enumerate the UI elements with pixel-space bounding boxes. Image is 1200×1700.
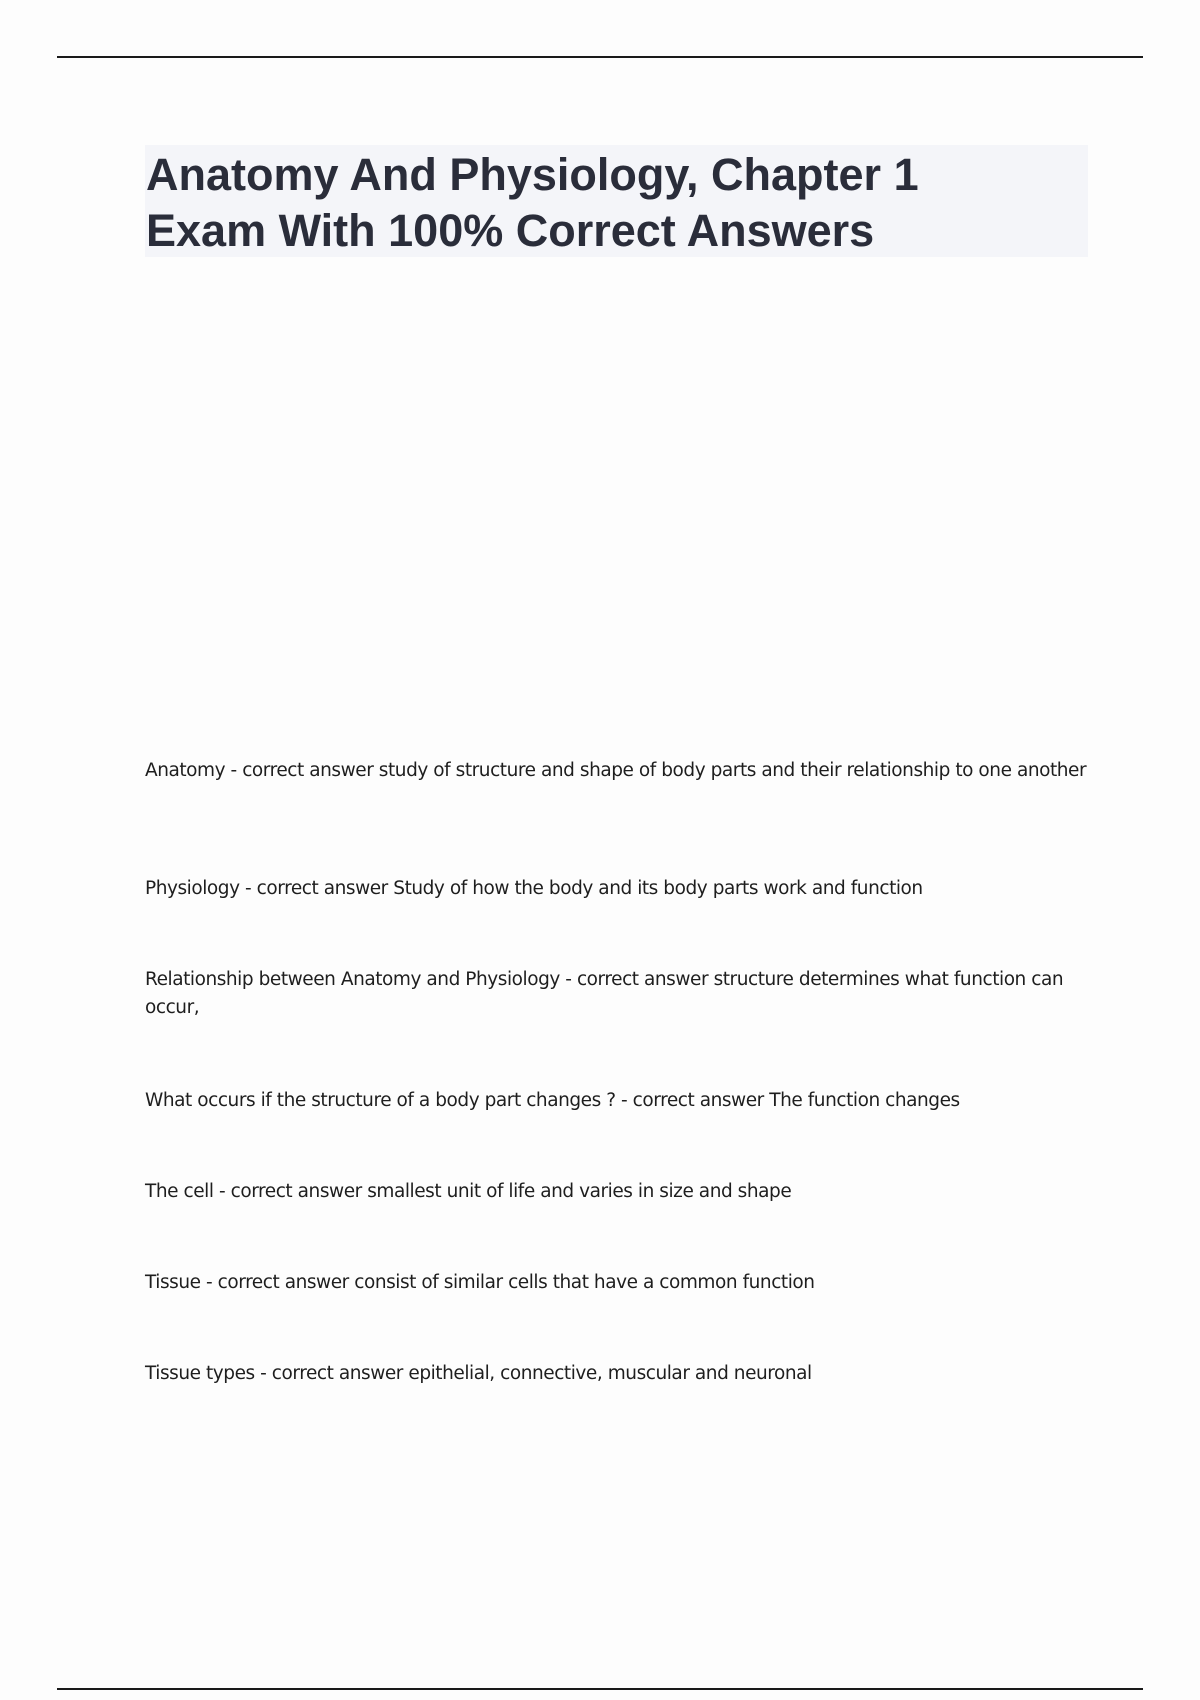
- qa-item-structure-change: What occurs if the structure of a body part changes ? - correct answer The function changes: [145, 1090, 960, 1111]
- document-title: [145, 145, 1088, 259]
- title-block: [145, 145, 1088, 257]
- title-line-1: Anatomy And Physiology, Chapter 1: [146, 149, 919, 200]
- title-line-2: Exam With 100% Correct Answers: [146, 205, 875, 256]
- qa-item-tissue-types: Tissue types - correct answer epithelial, connective, muscular and neuronal: [145, 1363, 812, 1384]
- qa-item-anatomy: Anatomy - correct answer study of structure and shape of body parts and their relationship to one another: [145, 760, 1087, 781]
- qa-item-tissue: Tissue - correct answer consist of similar cells that have a common function: [145, 1272, 815, 1293]
- qa-item-relationship: Relationship between Anatomy and Physiology - correct answer structure determines what function can occur,: [145, 969, 1064, 1018]
- qa-item-cell: The cell - correct answer smallest unit of life and varies in size and shape: [145, 1181, 792, 1202]
- header-rule: [57, 56, 1143, 58]
- footer-rule: [57, 1688, 1143, 1690]
- qa-item-physiology: Physiology - correct answer Study of how the body and its body parts work and function: [145, 878, 923, 899]
